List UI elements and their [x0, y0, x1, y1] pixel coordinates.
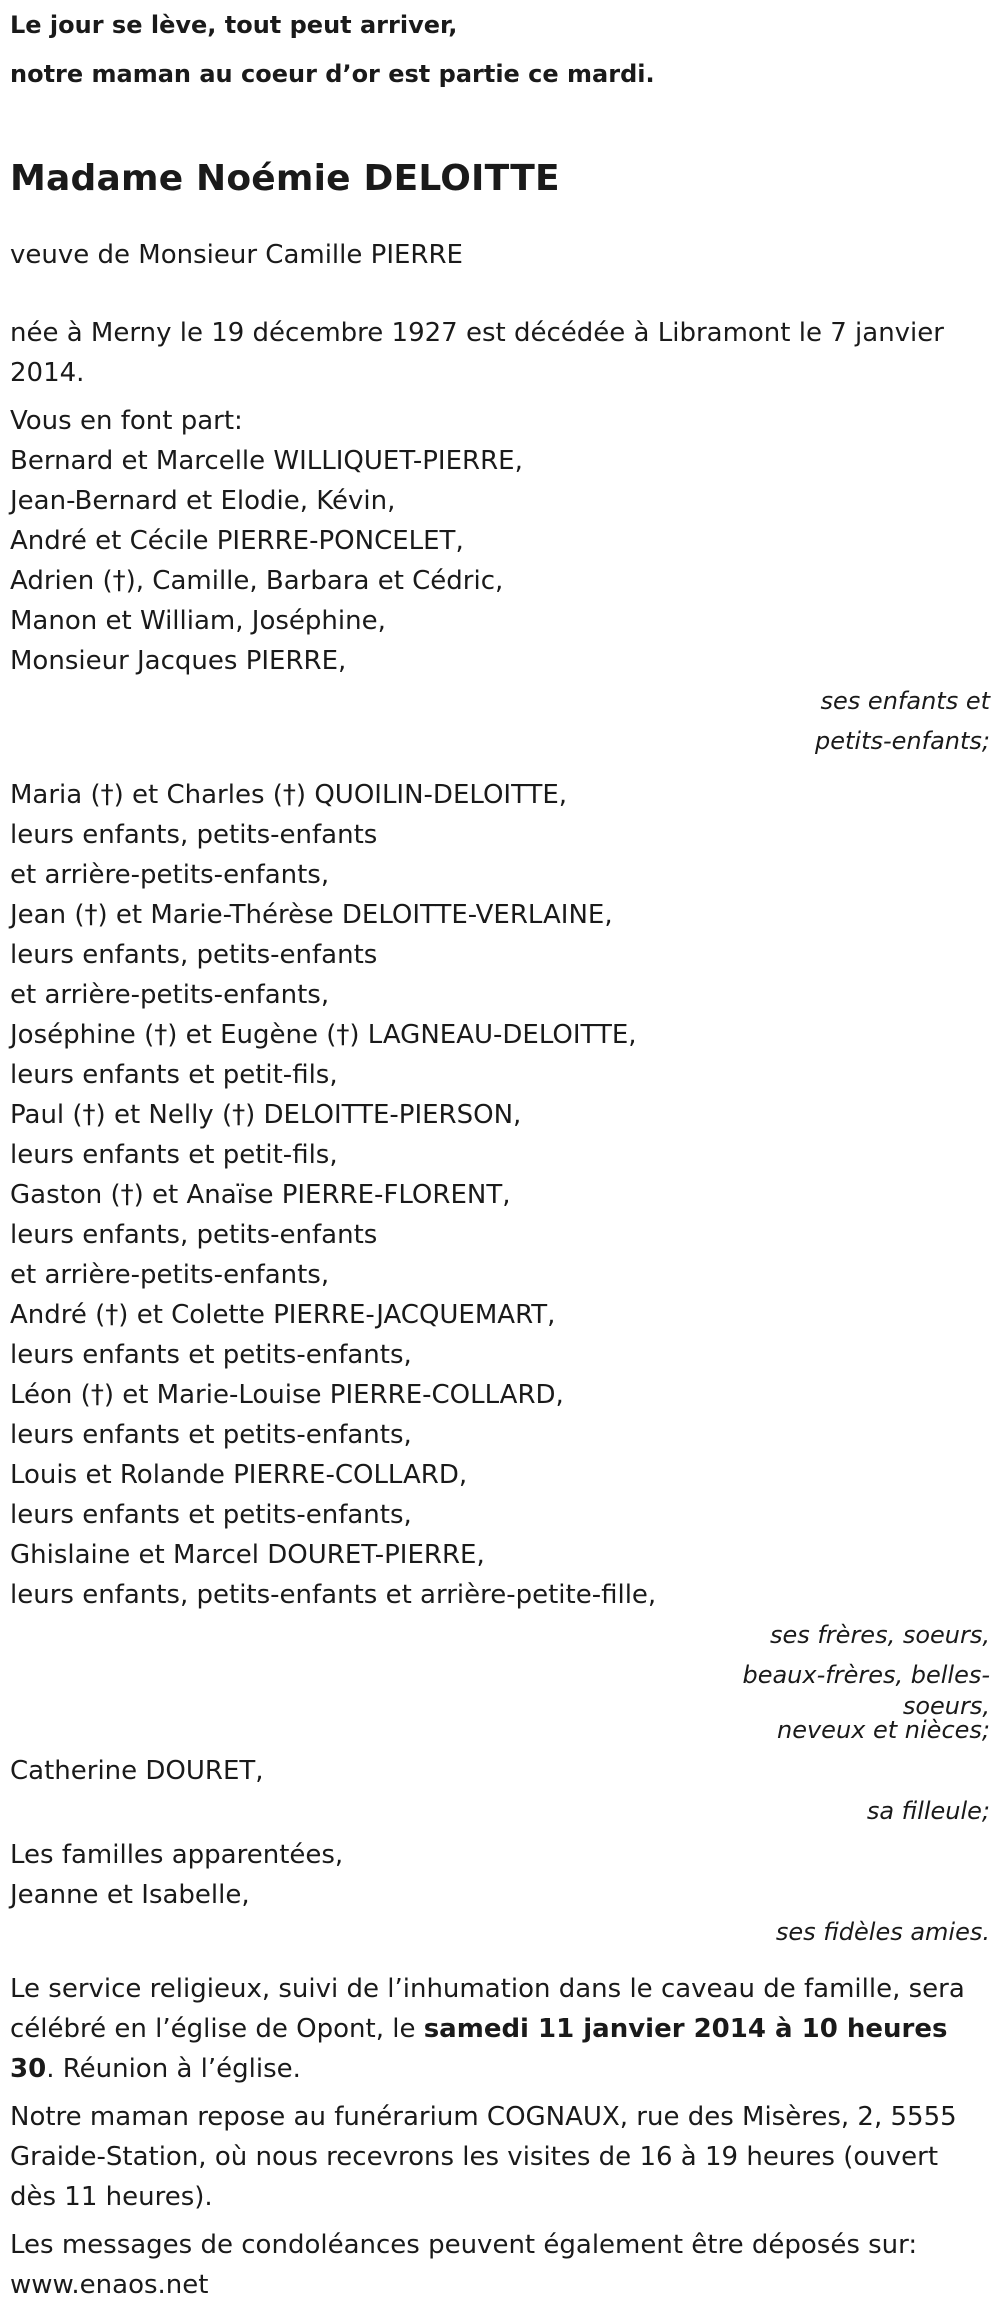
- siblings-line: et arrière-petits-enfants,: [10, 1260, 330, 1290]
- relation-line: neveux et nièces;: [777, 1716, 990, 1744]
- relation-line: ses enfants et: [820, 687, 990, 715]
- goddaughter-line: Catherine DOURET,: [10, 1756, 264, 1786]
- siblings-line: Paul (†) et Nelly (†) DELOITTE-PIERSON,: [10, 1100, 522, 1130]
- children-line: Adrien (†), Camille, Barbara et Cédric,: [10, 566, 504, 596]
- siblings-line: et arrière-petits-enfants,: [10, 980, 330, 1010]
- siblings-line: Joséphine (†) et Eugène (†) LAGNEAU-DELOITTE,: [10, 1020, 637, 1050]
- siblings-line: leurs enfants, petits-enfants: [10, 820, 378, 850]
- condolences-info: [10, 2225, 985, 2305]
- goddaughter-relation: sa filleule;: [866, 1797, 990, 1825]
- siblings-line: Ghislaine et Marcel DOURET-PIERRE,: [10, 1540, 485, 1570]
- goddaughter-block: [10, 1751, 990, 1831]
- friends-line: Les familles apparentées,: [10, 1840, 344, 1870]
- children-line: Bernard et Marcelle WILLIQUET-PIERRE,: [10, 446, 523, 476]
- children-line: Manon et William, Joséphine,: [10, 606, 386, 636]
- children-block: [10, 401, 990, 761]
- siblings-relation: [10, 1615, 990, 1743]
- service-announcement: [10, 1969, 985, 2089]
- children-line: Vous en font part:: [10, 406, 243, 436]
- children-relation: [10, 681, 990, 761]
- siblings-line: Maria (†) et Charles (†) QUOILIN-DELOITTE,: [10, 780, 568, 810]
- widow-of: veuve de Monsieur Camille PIERRE: [10, 240, 463, 270]
- siblings-line: leurs enfants et petits-enfants,: [10, 1340, 412, 1370]
- siblings-line: Jean (†) et Marie-Thérèse DELOITTE-VERLAINE,: [10, 900, 613, 930]
- birth-death-statement: née à Merny le 19 décembre 1927 est décédée à Libramont le 7 janvier 2014.: [10, 318, 944, 388]
- condolences-url[interactable]: www.enaos.net: [10, 2270, 209, 2300]
- relation-line: ses frères, soeurs,: [769, 1621, 990, 1649]
- friends-block: [10, 1835, 990, 1949]
- siblings-line: André (†) et Colette PIERRE-JACQUEMART,: [10, 1300, 556, 1330]
- service-text: Le service religieux, suivi de l’inhumation dans le caveau de famille, sera célébré en l’église de Opont, le: [10, 1974, 965, 2044]
- siblings-line: et arrière-petits-enfants,: [10, 860, 330, 890]
- siblings-line: leurs enfants et petit-fils,: [10, 1140, 338, 1170]
- deceased-name: Madame Noémie DELOITTE: [10, 158, 560, 199]
- intro-line-2: notre maman au coeur d’or est partie ce mardi.: [10, 60, 655, 88]
- siblings-line: leurs enfants et petits-enfants,: [10, 1500, 412, 1530]
- siblings-line: Louis et Rolande PIERRE-COLLARD,: [10, 1460, 468, 1490]
- service-date: samedi 11 janvier 2014 à 10 heures 30: [10, 2014, 948, 2084]
- children-line: Monsieur Jacques PIERRE,: [10, 646, 347, 676]
- children-line: Jean-Bernard et Elodie, Kévin,: [10, 486, 396, 516]
- condolences-text: Les messages de condoléances peuvent également être déposés sur:: [10, 2230, 918, 2260]
- friends-relation: ses fidèles amies.: [775, 1918, 990, 1946]
- siblings-line: leurs enfants, petits-enfants: [10, 940, 378, 970]
- siblings-line: leurs enfants et petit-fils,: [10, 1060, 338, 1090]
- funerarium-info: Notre maman repose au funérarium COGNAUX, rue des Misères, 2, 5555 Graide-Station, où nous recevrons les visites de 16 à 19 heures (ouvert dès 11 heures).: [10, 2102, 957, 2212]
- siblings-line: leurs enfants, petits-enfants et arrière-petite-fille,: [10, 1580, 657, 1610]
- children-line: André et Cécile PIERRE-PONCELET,: [10, 526, 464, 556]
- siblings-line: leurs enfants, petits-enfants: [10, 1220, 378, 1250]
- siblings-line: leurs enfants et petits-enfants,: [10, 1420, 412, 1450]
- friends-line: Jeanne et Isabelle,: [10, 1880, 250, 1910]
- relation-line: beaux-frères, belles-: [742, 1661, 990, 1689]
- siblings-line: Léon (†) et Marie-Louise PIERRE-COLLARD,: [10, 1380, 564, 1410]
- siblings-line: Gaston (†) et Anaïse PIERRE-FLORENT,: [10, 1180, 511, 1210]
- siblings-block: [10, 775, 990, 1743]
- intro-line-1: Le jour se lève, tout peut arriver,: [10, 11, 458, 39]
- relation-line: petits-enfants;: [815, 727, 990, 755]
- service-text-after: . Réunion à l’église.: [46, 2054, 301, 2084]
- relation-line: soeurs,: [902, 1692, 990, 1720]
